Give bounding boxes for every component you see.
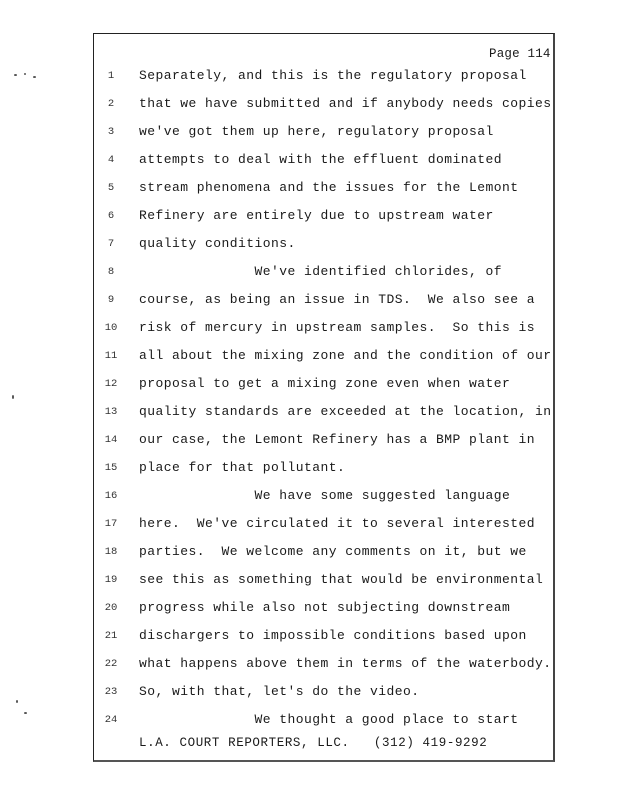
- transcript-line: proposal to get a mixing zone even when water: [139, 376, 511, 391]
- line-number: 8: [107, 266, 115, 278]
- line-number: 13: [104, 406, 118, 418]
- transcript-line: We thought a good place to start: [139, 712, 519, 727]
- line-number: 14: [104, 434, 118, 446]
- line-number: 12: [104, 378, 118, 390]
- line-number: 24: [104, 714, 118, 726]
- scan-speck: [16, 700, 18, 703]
- line-number: 5: [107, 182, 115, 194]
- transcript-line: what happens above them in terms of the waterbody.: [139, 656, 552, 671]
- transcript-line: stream phenomena and the issues for the Lemont: [139, 180, 519, 195]
- line-number: 11: [104, 350, 118, 362]
- transcript-line: So, with that, let's do the video.: [139, 684, 420, 699]
- line-number: 10: [104, 322, 118, 334]
- line-number: 3: [107, 126, 115, 138]
- transcript-line: our case, the Lemont Refinery has a BMP plant in: [139, 432, 536, 447]
- line-number: 23: [104, 686, 118, 698]
- line-number: 2: [107, 98, 115, 110]
- transcript-line: place for that pollutant.: [139, 460, 346, 475]
- transcript-page-frame: [93, 33, 555, 762]
- transcript-line: quality standards are exceeded at the location, in: [139, 404, 552, 419]
- transcript-line: attempts to deal with the effluent dominated: [139, 152, 503, 167]
- line-number: 7: [107, 238, 115, 250]
- line-number: 17: [104, 518, 118, 530]
- scan-speck: [24, 712, 27, 714]
- transcript-line: risk of mercury in upstream samples. So this is: [139, 320, 536, 335]
- line-number: 19: [104, 574, 118, 586]
- transcript-line: parties. We welcome any comments on it, but we: [139, 544, 527, 559]
- page-number: Page 114: [489, 47, 551, 61]
- transcript-line: course, as being an issue in TDS. We also see a: [139, 292, 536, 307]
- line-number: 21: [104, 630, 118, 642]
- transcript-line: see this as something that would be environmental: [139, 572, 544, 587]
- line-number: 18: [104, 546, 118, 558]
- transcript-line: We have some suggested language: [139, 488, 511, 503]
- scan-speck: [12, 395, 14, 399]
- scan-speck: [24, 73, 26, 75]
- transcript-line: we've got them up here, regulatory proposal: [139, 124, 494, 139]
- line-number: 9: [107, 294, 115, 306]
- line-number: 4: [107, 154, 115, 166]
- transcript-line: here. We've circulated it to several interested: [139, 516, 536, 531]
- transcript-line: Refinery are entirely due to upstream water: [139, 208, 494, 223]
- line-number: 22: [104, 658, 118, 670]
- line-number: 15: [104, 462, 118, 474]
- line-number: 6: [107, 210, 115, 222]
- transcript-line: dischargers to impossible conditions based upon: [139, 628, 527, 643]
- transcript-line: quality conditions.: [139, 236, 296, 251]
- transcript-line: all about the mixing zone and the condition of our: [139, 348, 552, 363]
- transcript-line: Separately, and this is the regulatory proposal: [139, 68, 527, 83]
- transcript-line: that we have submitted and if anybody needs copies: [139, 96, 552, 111]
- transcript-line: progress while also not subjecting downstream: [139, 600, 511, 615]
- line-number: 20: [104, 602, 118, 614]
- court-reporter-footer: L.A. COURT REPORTERS, LLC. (312) 419-9292: [139, 736, 488, 750]
- line-number: 16: [104, 490, 118, 502]
- transcript-line: We've identified chlorides, of: [139, 264, 503, 279]
- scan-speck: [33, 76, 36, 78]
- line-number: 1: [107, 70, 115, 82]
- scan-speck: [14, 74, 17, 76]
